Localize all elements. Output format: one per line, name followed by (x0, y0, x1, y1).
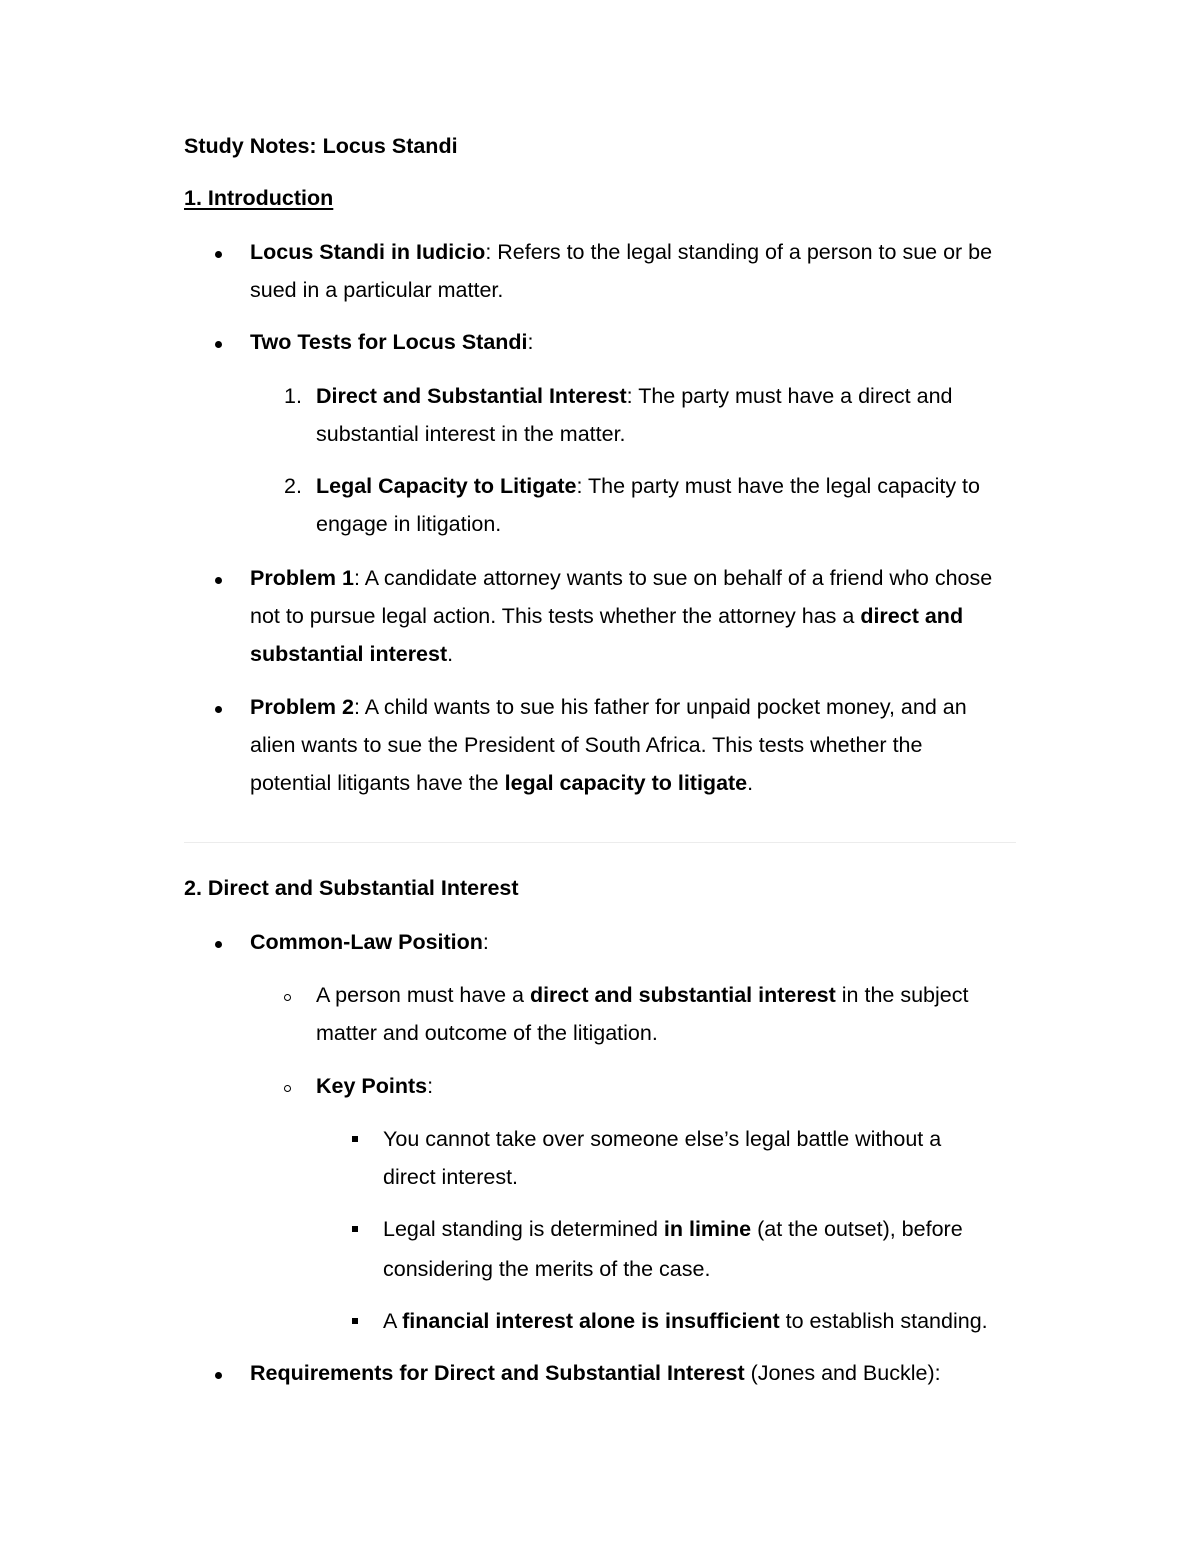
list-item-text: not to pursue legal action. This tests whether the attorney has a (250, 604, 861, 628)
list-item-continuation: substantial interest in the matter. (316, 422, 626, 446)
sub-item-key-points (316, 1072, 433, 1100)
document-title: Study Notes: Locus Standi (184, 134, 458, 158)
bullet-dot-icon (215, 251, 222, 258)
list-item-text: . (447, 642, 454, 666)
emphasis-text: in limine (663, 1217, 752, 1241)
bullet-circle-icon (284, 1085, 291, 1092)
bullet-square-icon (352, 1136, 358, 1142)
bullet-square-icon (352, 1318, 358, 1324)
bullet-dot-icon (215, 941, 222, 948)
emphasis-text: direct and substantial interest (529, 983, 836, 1007)
list-item-text: : A child wants to sue his father for unpaid pocket money, and an (353, 695, 967, 719)
emphasis-text: substantial interest (250, 642, 448, 666)
sub-item-person-interest (316, 981, 968, 1009)
list-item-text: : The party must have a direct and (626, 384, 953, 408)
list-item-continuation (250, 769, 753, 797)
list-item-text: to establish standing. (779, 1309, 988, 1333)
list-item-text: (Jones and Buckle): (744, 1361, 941, 1385)
section-2-heading: 2. Direct and Substantial Interest (184, 876, 519, 900)
key-point-1: You cannot take over someone else’s legal battle without a (383, 1127, 942, 1151)
emphasis-text: direct and (860, 604, 964, 628)
list-item-text: : (427, 1074, 434, 1098)
list-item-text: potential litigants have the (250, 771, 505, 795)
list-item-text: : Refers to the legal standing of a person to sue or be (485, 240, 993, 264)
bullet-dot-icon (215, 341, 222, 348)
list-item-common-law (250, 928, 489, 956)
term-legal-capacity: Legal Capacity to Litigate (316, 474, 577, 498)
list-item-two-tests (250, 328, 534, 356)
bullet-dot-icon (215, 706, 222, 713)
list-item-continuation: alien wants to sue the President of South Africa. This tests whether the (250, 733, 923, 757)
bullet-circle-icon (284, 994, 291, 1001)
list-item-text: Legal standing is determined (383, 1217, 664, 1241)
list-number: 1. (284, 384, 302, 408)
list-item-text: : A candidate attorney wants to sue on behalf of a friend who chose (353, 566, 993, 590)
bullet-dot-icon (215, 1372, 222, 1379)
bullet-square-icon (352, 1226, 358, 1232)
term-problem-2: Problem 2 (250, 695, 354, 719)
list-item-continuation: direct interest. (383, 1165, 519, 1189)
list-item-text: A person must have a (316, 983, 530, 1007)
test-item-direct-interest (316, 382, 953, 410)
term-problem-1: Problem 1 (250, 566, 354, 590)
list-item-text: in the subject (835, 983, 969, 1007)
term-key-points: Key Points (316, 1074, 428, 1098)
key-point-2 (383, 1215, 963, 1243)
list-item-continuation (250, 602, 963, 630)
list-item-text: . (747, 771, 754, 795)
term-two-tests: Two Tests for Locus Standi (250, 330, 528, 354)
bullet-dot-icon (215, 577, 222, 584)
term-locus-standi: Locus Standi in Iudicio (250, 240, 486, 264)
list-item-text: (at the outset), before (751, 1217, 963, 1241)
list-item-continuation: sued in a particular matter. (250, 278, 504, 302)
key-point-3 (383, 1307, 988, 1335)
emphasis-text: financial interest alone is insufficient (402, 1309, 780, 1333)
list-item-requirements (250, 1359, 941, 1387)
list-item-text: : (482, 930, 489, 954)
list-item-continuation (250, 640, 453, 668)
term-requirements: Requirements for Direct and Substantial Interest (250, 1361, 745, 1385)
horizontal-divider (184, 842, 1016, 843)
emphasis-text: legal capacity to litigate (504, 771, 748, 795)
list-item-text: : The party must have the legal capacity to (576, 474, 980, 498)
list-item-locus-standi (250, 238, 992, 266)
list-item-text: A (383, 1309, 403, 1333)
list-item-continuation: considering the merits of the case. (383, 1257, 711, 1281)
list-number: 2. (284, 474, 302, 498)
term-direct-interest: Direct and Substantial Interest (316, 384, 627, 408)
list-item-continuation: matter and outcome of the litigation. (316, 1021, 658, 1045)
term-common-law: Common-Law Position (250, 930, 483, 954)
section-1-heading: 1. Introduction (184, 186, 334, 210)
list-item-continuation: engage in litigation. (316, 512, 502, 536)
list-item-problem-1 (250, 564, 992, 592)
list-item-problem-2 (250, 693, 967, 721)
list-item-text: : (527, 330, 534, 354)
test-item-legal-capacity (316, 472, 980, 500)
